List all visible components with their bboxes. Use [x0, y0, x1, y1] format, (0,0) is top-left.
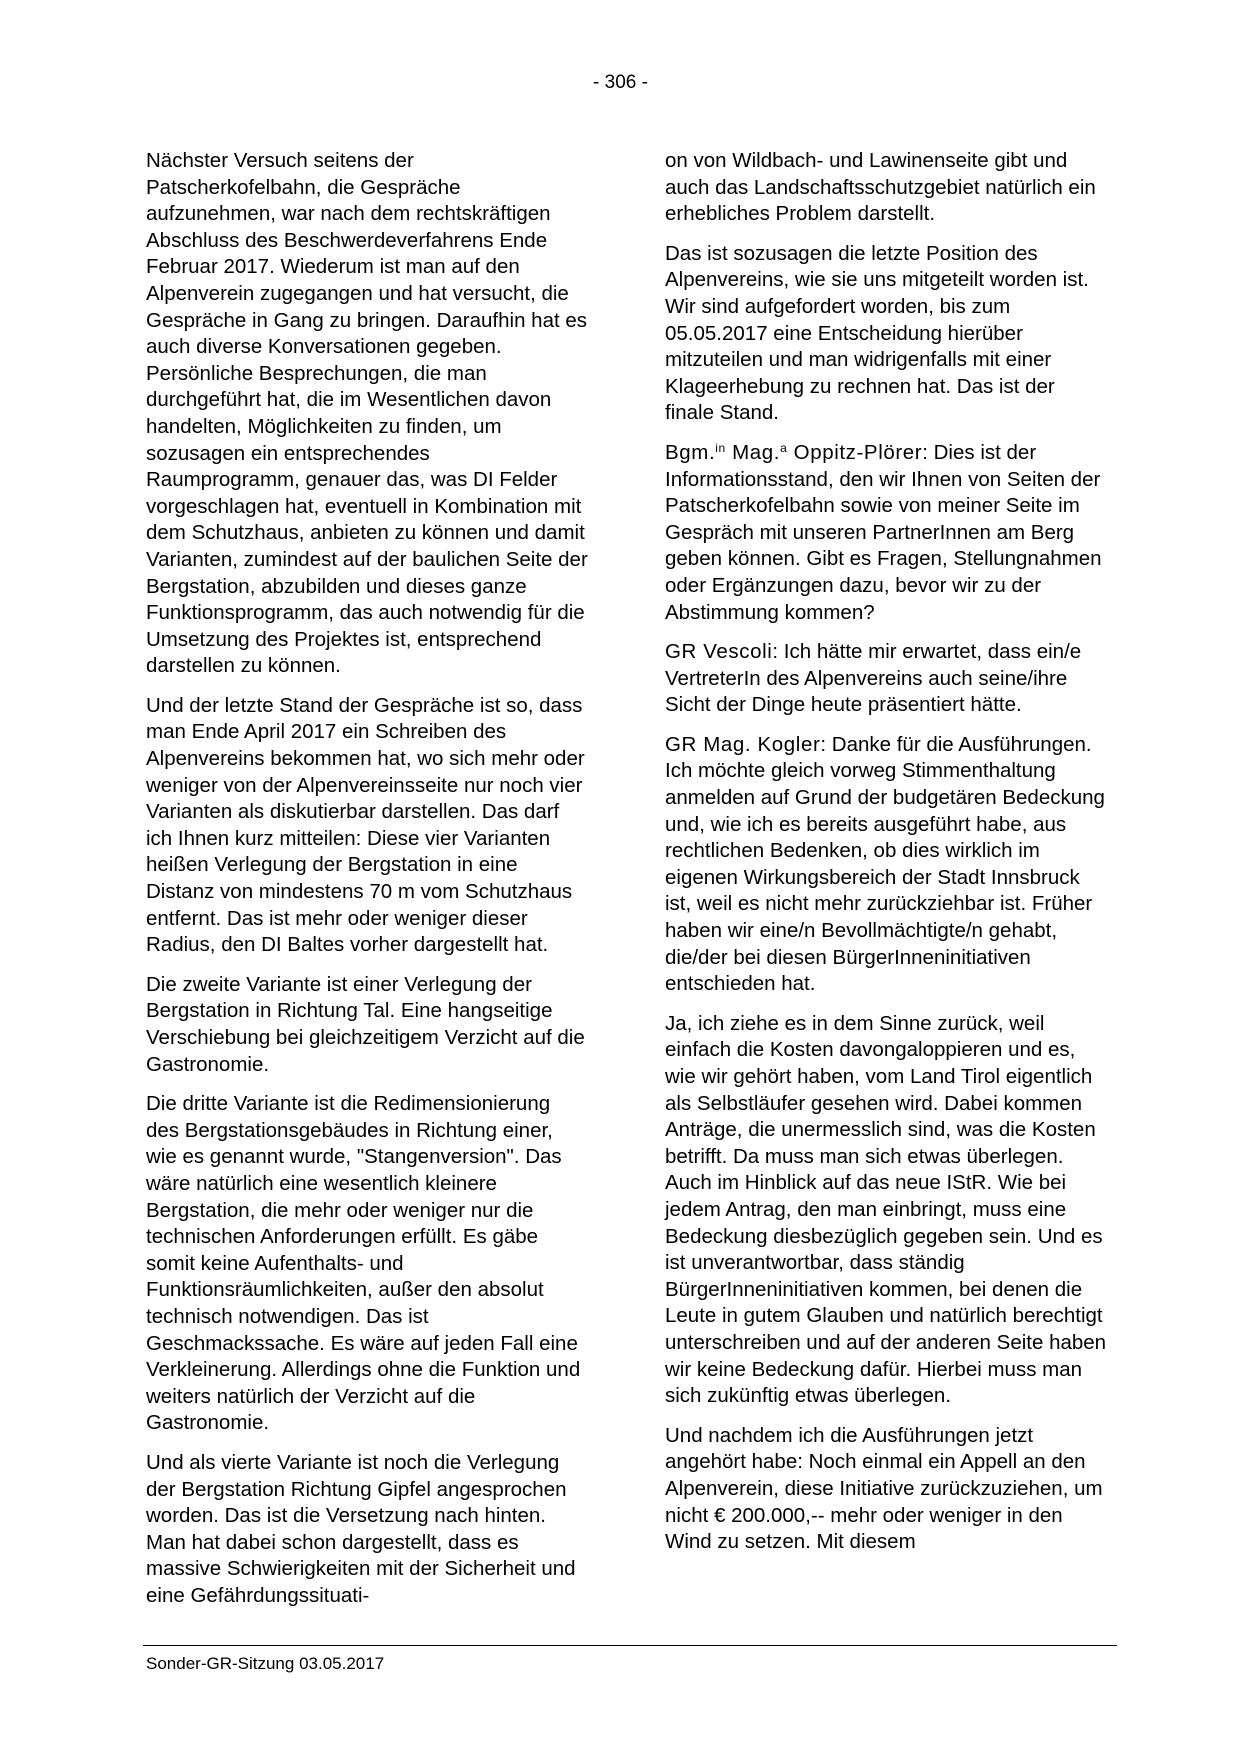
speaker-title: Bgm. [665, 440, 716, 464]
speech-text: : Danke für die Ausführungen. Ich möchte gleich vorweg Stimmenthaltung anmelden auf Grund der budgetären Bedeckung und, wie ich es bereits ausgeführt habe, aus rechtlichen Bedenken, ob dies wirklich im eigenen Wirkungsbereich der Stadt Innsbruck ist, weil es nicht mehr zurückziehbar ist. Früher haben wir eine/n Bevollmächtigte/n gehabt, die/der bei diesen BürgerInneninitiativen entschieden hat. [665, 732, 1105, 996]
paragraph: Die zweite Variante ist einer Verlegung der Bergstation in Richtung Tal. Eine hangseitige Verschiebung bei gleichzeitigem Verzicht auf die Gastronomie. [146, 972, 585, 1076]
speaker-paragraph [665, 639, 1107, 719]
paragraph: Und als vierte Variante ist noch die Verlegung der Bergstation Richtung Gipfel angesprochen worden. Das ist die Versetzung nach hinten. Man hat dabei schon dargestellt, dass es massive Schwierigkeiten mit der Sicherheit und eine Gefährdungssituati- [146, 1450, 576, 1607]
paragraph: Und nachdem ich die Ausführungen jetzt angehört habe: Noch einmal ein Appell an den Alpenverein, diese Initiative zurückzuziehen, um nicht € 200.000,-- mehr oder weniger in den Wind zu setzen. Mit diesem [665, 1423, 1103, 1554]
paragraph: Das ist sozusagen die letzte Position des Alpenvereins, wie sie uns mitgeteilt worden ist. Wir sind aufgefordert worden, bis zum 05.05.2017 eine Entscheidung hierüber mitzuteilen und man widrigenfalls mit einer Klageerhebung zu rechnen hat. Das ist der finale Stand. [665, 241, 1089, 425]
page-number: - 306 - [593, 72, 648, 93]
speaker-paragraph [665, 732, 1107, 998]
paragraph: Und der letzte Stand der Gespräche ist so, dass man Ende April 2017 ein Schreiben des Alpenvereins bekommen hat, wo sich mehr oder weniger von der Alpenvereinsseite nur noch vier Varianten als diskutierbar darstellen. Das darf ich Ihnen kurz mitteilen: Diese vier Varianten heißen Verlegung der Bergstation in eine Distanz von mindestens 70 m vom Schutzhaus entfernt. Das ist mehr oder weniger dieser Radius, den DI Baltes vorher dargestellt hat. [146, 693, 585, 957]
right-column [665, 148, 1107, 1569]
speaker-name: GR Mag. Kogler [665, 732, 821, 756]
footer-text: Sonder-GR-Sitzung 03.05.2017 [146, 1654, 385, 1673]
speech-text: : Ich hätte mir erwartet, dass ein/e VertreterIn des Alpenvereins auch seine/ihre Sicht der Dinge heute präsentiert hätte. [665, 640, 1082, 717]
speaker-surname: Oppitz-Plörer [787, 440, 923, 464]
superscript: in [715, 440, 726, 455]
paragraph: Ja, ich ziehe es in dem Sinne zurück, weil einfach die Kosten davongaloppieren und es, wie wir gehört haben, vom Land Tirol eigentlich als Selbstläufer gesehen wird. Dabei kommen Anträge, die unermesslich sind, was die Kosten betrifft. Da muss man sich etwas überlegen. Auch im Hinblick auf das neue IStR. Wie bei jedem Antrag, den man einbringt, muss eine Bedeckung diesbezüglich gegeben sein. Und es ist unverantwortbar, dass ständig BürgerInneninitiativen kommen, bei denen die Leute in gutem Glauben und natürlich berechtigt unterschreiben und auf der anderen Seite haben wir keine Bedeckung dafür. Hierbei muss man sich zukünftig etwas überlegen. [665, 1011, 1107, 1408]
footer-divider [143, 1645, 1117, 1646]
speaker-name: GR Vescoli [665, 640, 773, 664]
paragraph: on von Wildbach- und Lawinenseite gibt und auch das Landschaftsschutzgebiet natürlich ein erhebliches Problem darstellt. [665, 149, 1096, 226]
paragraph: Nächster Versuch seitens der Patscherkofelbahn, die Gespräche aufzunehmen, war nach dem rechtskräftigen Abschluss des Beschwerdeverfahrens Ende Februar 2017. Wiederum ist man auf den Alpenverein zugegangen und hat versucht, die Gespräche in Gang zu bringen. Daraufhin hat es auch diverse Konversationen gegeben. Persönliche Besprechungen, die man durchgeführt hat, die im Wesentlichen davon handelten, Möglichkeiten zu finden, um sozusagen ein entsprechendes Raumprogramm, genauer das, was DI Felder vorgeschlagen hat, eventuell in Kombination mit dem Schutzhaus, anbieten zu können und damit Varianten, zumindest auf der baulichen Seite der Bergstation, abzubilden und dieses ganze Funktionsprogramm, das auch notwendig für die Umsetzung des Projektes ist, entsprechend darstellen zu können. [146, 149, 588, 678]
speaker-title: Mag. [725, 440, 781, 464]
speaker-name [665, 441, 922, 464]
paragraph: Die dritte Variante ist die Redimensionierung des Bergstationsgebäudes in Richtung einer, wie es genannt wurde, "Stangenversion". Das wäre natürlich eine wesentlich kleinere Bergstation, die mehr oder weniger nur die technischen Anforderungen erfüllt. Es gäbe somit keine Aufenthalts- und Funktionsräumlichkeiten, außer den absolut technisch notwendigen. Das ist Geschmackssache. Es wäre auf jeden Fall eine Verkleinerung. Allerdings ohne die Funktion und weiters natürlich der Verzicht auf die Gastronomie. [146, 1092, 581, 1435]
speech-text: : Dies ist der Informationsstand, den wir Ihnen von Seiten der Patscherkofelbahn sowie von meiner Seite im Gespräch mit unseren PartnerInnen am Berg geben können. Gibt es Fragen, Stellungnahmen oder Ergänzungen dazu, bevor wir zu der Abstimmung kommen? [665, 440, 1102, 624]
superscript: a [780, 440, 788, 455]
speaker-paragraph [665, 440, 1107, 626]
left-column [146, 148, 588, 1622]
